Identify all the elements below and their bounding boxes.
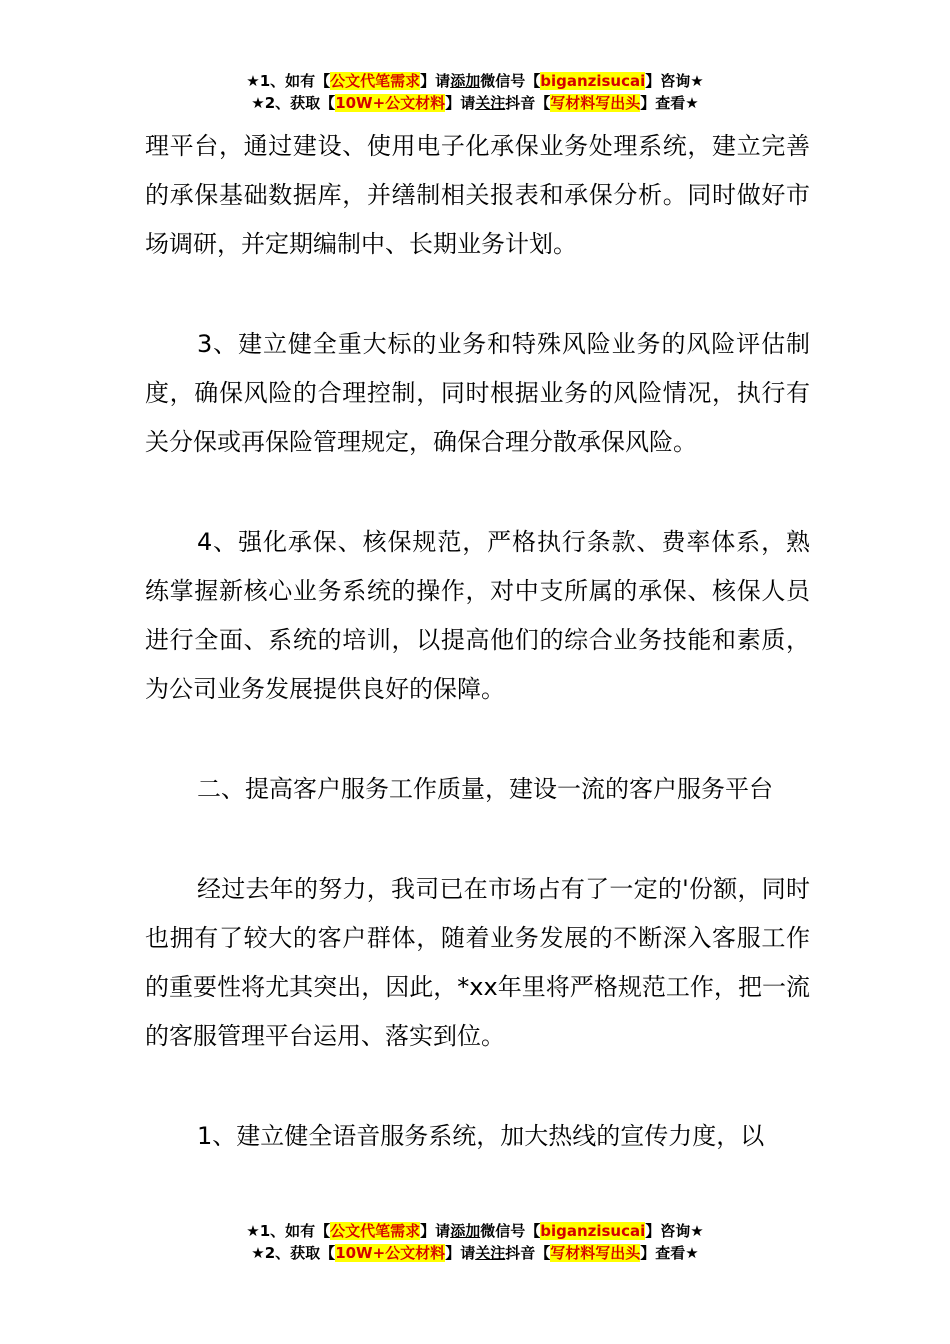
paragraph: 1、建立健全语音服务系统，加大热线的宣传力度，以	[197, 1122, 765, 1150]
section-heading: 二、提高客户服务工作质量，建设一流的客户服务平台	[197, 775, 773, 803]
highlight-douyin: 写材料写出头	[550, 1244, 641, 1262]
highlight-douyin: 写材料写出头	[550, 94, 641, 112]
document-body	[145, 122, 810, 1161]
header-banner	[0, 70, 950, 114]
banner-line-1: ★1、如有【公文代笔需求】请添加微信号【biganzisucai】咨询★	[246, 1222, 704, 1240]
banner-line-1: ★1、如有【公文代笔需求】请添加微信号【biganzisucai】咨询★	[246, 72, 704, 90]
highlight-wechat-id: biganzisucai	[540, 72, 646, 90]
highlight-service: 公文代笔需求	[330, 72, 421, 90]
highlight-service: 公文代笔需求	[330, 1222, 421, 1240]
paragraph: 理平台，通过建设、使用电子化承保业务处理系统，建立完善的承保基础数据库，并缮制相关报表和承保分析。同时做好市场调研，并定期编制中、长期业务计划。	[145, 132, 810, 258]
highlight-materials: 10W+公文材料	[335, 94, 446, 112]
footer-banner	[0, 1220, 950, 1264]
paragraph: 3、建立健全重大标的业务和特殊风险业务的风险评估制度，确保风险的合理控制，同时根据业务的风险情况，执行有关分保或再保险管理规定，确保合理分散承保风险。	[145, 330, 810, 456]
highlight-wechat-id: biganzisucai	[540, 1222, 646, 1240]
banner-line-2: ★2、获取【10W+公文材料】请关注抖音【写材料写出头】查看★	[251, 94, 699, 112]
paragraph: 经过去年的努力，我司已在市场占有了一定的'份额，同时也拥有了较大的客户群体，随着业务发展的不断深入客服工作的重要性将尤其突出，因此，*xx年里将严格规范工作，把一流的客服管理平台运用、落实到位。	[145, 875, 810, 1050]
paragraph: 4、强化承保、核保规范，严格执行条款、费率体系，熟练掌握新核心业务系统的操作，对中支所属的承保、核保人员进行全面、系统的培训，以提高他们的综合业务技能和素质，为公司业务发展提供良好的保障。	[145, 528, 810, 703]
highlight-materials: 10W+公文材料	[335, 1244, 446, 1262]
banner-line-2: ★2、获取【10W+公文材料】请关注抖音【写材料写出头】查看★	[251, 1244, 699, 1262]
